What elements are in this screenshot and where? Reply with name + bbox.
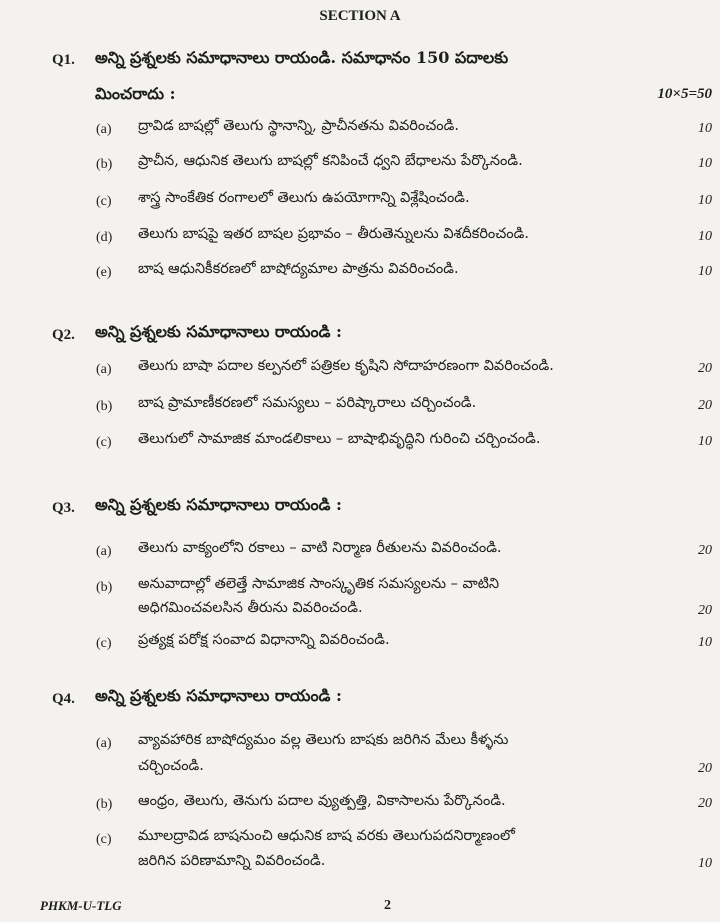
item-marks: 10 [698,264,712,279]
question-instruction-cont: మించరాదు : [95,84,176,103]
question-instruction: అన్ని ప్రశ్నలకు సమాధానాలు రాయండి : [95,495,342,514]
question-instruction: అన్ని ప్రశ్నలకు సమాధానాలు రాయండి : [95,686,342,705]
item-marks: 10 [698,193,712,208]
item-marks: 10 [698,856,712,871]
item-label: (c) [96,194,112,209]
item-text: బాష ఆధునికీకరణలో బాషోద్యమాల పాత్రను వివరించండి. [138,261,459,277]
item-marks: 10 [698,121,712,136]
item-text: ప్రత్యక్ష పరోక్ష సంవాద విధానాన్ని వివరించండి. [138,632,390,648]
item-marks: 20 [698,761,712,776]
item-label: (c) [96,435,112,450]
item-text: ప్రాచీన, ఆధునిక తెలుగు బాషల్లో కనిపించే ధ్వని బేధాలను పేర్కొనండి. [138,153,523,169]
item-text: మూలద్రావిడ బాషనుంచి ఆధునిక బాష వరకు తెలుగుపదనిర్మాణంలో [138,828,515,844]
item-marks: 10 [698,156,712,171]
item-label: (b) [96,157,113,172]
question-instruction: అన్ని ప్రశ్నలకు సమాధానాలు రాయండి : [95,322,342,341]
item-text: వ్యావహారిక బాషోద్యమం వల్ల తెలుగు బాషకు జరిగిన మేలు కీళ్ళను [138,732,509,748]
item-text: తెలుగు బాషా పదాల కల్పనలో పత్రికల కృషిని సోదాహరణంగా వివరించండి. [138,358,554,374]
item-text: తెలుగు వాక్యంలోని రకాలు – వాటి నిర్మాణ రీతులను వివరించండి. [138,540,502,556]
item-text: అనువాదాల్లో తలెత్తే సామాజిక సాంస్కృతిక సమస్యలను – వాటిని [138,576,500,592]
item-marks: 20 [698,603,712,618]
item-label: (b) [96,399,113,414]
item-marks: 20 [698,361,712,376]
item-text-cont: అధిగమించవలసిన తీరును వివరించండి. [138,600,363,616]
item-marks: 10 [698,229,712,244]
item-marks: 10 [698,635,712,650]
item-marks: 20 [698,796,712,811]
item-marks: 20 [698,543,712,558]
question-number: Q2. [52,327,75,343]
item-text: తెలుగులో సామాజిక మాండలికాలు – బాషాభివృద్ధిని గురించి చర్చించండి. [138,431,541,447]
section-title: SECTION A [319,8,401,24]
item-text-cont: జరిగిన పరిణామాన్ని వివరించండి. [138,853,326,869]
question-number: Q4. [52,691,75,707]
item-text: బాష ప్రామాణీకరణలో సమస్యలు – పరిష్కారాలు చర్చించండి. [138,395,477,411]
item-text-cont: చర్చించండి. [138,758,204,774]
item-label: (e) [96,265,112,280]
question-instruction: అన్ని ప్రశ్నలకు సమాధానాలు రాయండి. సమాధానం 150 పదాలకు [95,48,509,67]
item-label: (a) [96,736,112,751]
item-text: ద్రావిడ బాషల్లో తెలుగు స్థానాన్ని, ప్రాచీనతను వివరించండి. [138,118,459,134]
item-label: (c) [96,832,112,847]
item-marks: 20 [698,398,712,413]
item-text: తెలుగు బాషపై ఇతర బాషల ప్రభావం – తీరుతెన్నులను విశదీకరించండి. [138,226,529,242]
question-number: Q1. [52,52,75,68]
item-text: శాస్త్ర సాంకేతిక రంగాలలో తెలుగు ఉపయోగాన్ని విశ్లేషించండి. [138,190,470,206]
total-marks: 10×5=50 [657,86,712,102]
question-number: Q3. [52,500,75,516]
item-marks: 10 [698,434,712,449]
item-label: (d) [96,230,113,245]
item-label: (b) [96,580,113,595]
page-number: 2 [384,898,391,913]
item-label: (a) [96,122,112,137]
item-label: (c) [96,636,112,651]
item-text: ఆంధ్రం, తెలుగు, తెనుగు పదాల వ్యుత్పత్తి, వికాసాలను పేర్కొనండి. [138,793,506,809]
item-label: (a) [96,544,112,559]
paper-code: PHKM-U-TLG [40,898,122,913]
item-label: (a) [96,362,112,377]
item-label: (b) [96,797,113,812]
